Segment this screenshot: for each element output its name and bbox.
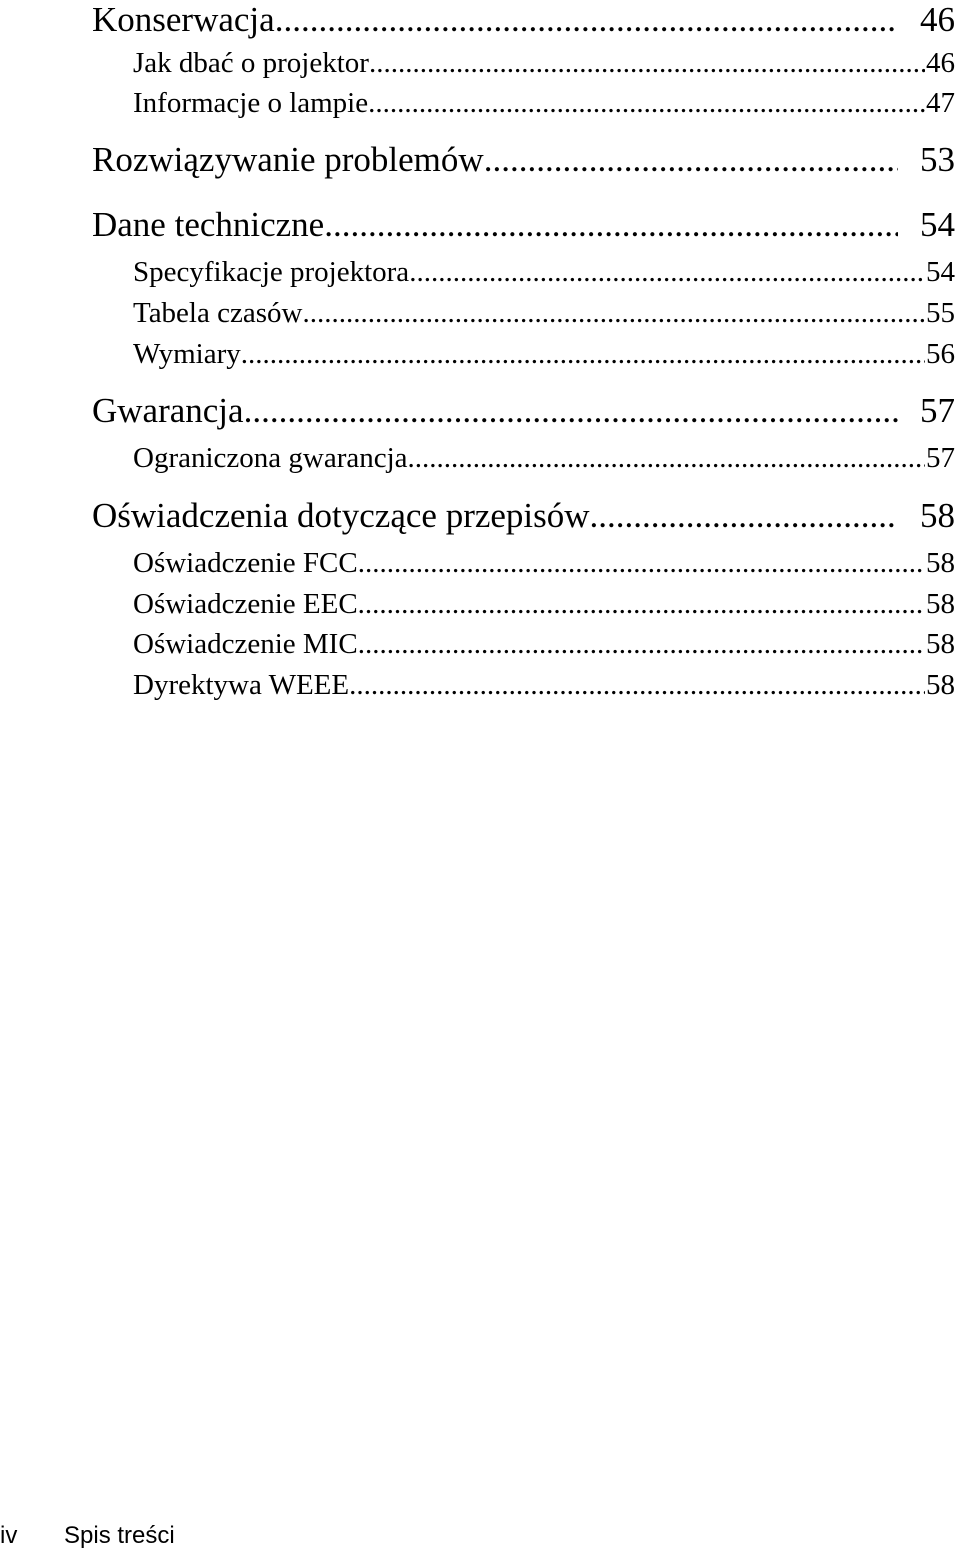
toc-entry-title: Oświadczenie MIC — [133, 628, 358, 660]
dot-leader — [358, 547, 925, 580]
dot-leader — [358, 588, 925, 621]
toc-entry-gwarancja[interactable] — [92, 391, 955, 435]
toc-entry-title: Oświadczenia dotyczące przepisów — [92, 496, 590, 535]
toc-entry-page: 55 — [926, 297, 955, 329]
toc-entry-page: 53 — [920, 140, 955, 179]
dot-leader — [302, 297, 925, 330]
toc-entry-title: Konserwacja — [92, 0, 275, 39]
toc-entry-dyrektywa-weee[interactable] — [133, 669, 955, 707]
toc-entry-title: Dyrektywa WEEE — [133, 669, 350, 701]
toc-entry-oswiadczenie-mic[interactable] — [133, 628, 955, 666]
toc-entry-title: Tabela czasów — [133, 297, 303, 329]
toc-entry-title: Specyfikacje projektora — [133, 256, 410, 288]
toc-entry-tabela-czasow[interactable] — [133, 297, 955, 335]
toc-entry-page: 58 — [926, 669, 955, 701]
toc-entry-page: 46 — [920, 0, 955, 39]
dot-leader — [349, 669, 925, 702]
dot-leader — [484, 140, 898, 180]
toc-entry-konserwacja[interactable] — [92, 0, 955, 44]
dot-leader — [369, 47, 925, 80]
toc-entry-page: 58 — [920, 496, 955, 535]
toc-entry-jak-dbac[interactable] — [133, 47, 955, 85]
footer-section-title: Spis treści — [64, 1522, 175, 1549]
toc-entry-oswiadczenie-eec[interactable] — [133, 588, 955, 626]
toc-entry-title: Jak dbać o projektor — [133, 47, 369, 79]
toc-entry-page: 54 — [920, 205, 955, 244]
dot-leader — [275, 0, 898, 40]
dot-leader — [358, 628, 925, 661]
toc-entry-wymiary[interactable] — [133, 338, 955, 376]
toc-entry-page: 58 — [926, 547, 955, 579]
toc-entry-title: Informacje o lampie — [133, 87, 369, 119]
toc-entry-page: 56 — [926, 338, 955, 370]
toc-entry-informacje-o-lampie[interactable] — [133, 87, 955, 125]
toc-entry-dane-techniczne[interactable] — [92, 205, 955, 249]
dot-leader — [408, 442, 925, 475]
toc-entry-title: Oświadczenie FCC — [133, 547, 358, 579]
toc-entry-page: 47 — [926, 87, 955, 119]
toc-entry-page: 54 — [926, 256, 955, 288]
dot-leader — [368, 87, 925, 120]
toc-entry-title: Dane techniczne — [92, 205, 325, 244]
dot-leader — [244, 391, 898, 431]
page-folio: iv — [0, 1522, 18, 1549]
toc-entry-specyfikacje-projektora[interactable] — [133, 256, 955, 294]
toc-entry-title: Gwarancja — [92, 391, 244, 430]
dot-leader — [241, 338, 925, 371]
toc-entry-page: 57 — [920, 391, 955, 430]
page-footer — [0, 1522, 175, 1550]
toc-entry-page: 46 — [926, 47, 955, 79]
toc-entry-title: Wymiary — [133, 338, 241, 370]
toc-entry-rozwiazywanie-problemow[interactable] — [92, 140, 955, 184]
dot-leader — [590, 496, 898, 536]
toc-entry-page: 58 — [926, 628, 955, 660]
dot-leader — [324, 205, 898, 245]
toc-entry-title: Ograniczona gwarancja — [133, 442, 408, 474]
toc-entry-oswiadczenia[interactable] — [92, 496, 955, 540]
toc-entry-title: Oświadczenie EEC — [133, 588, 358, 620]
toc-entry-page: 58 — [926, 588, 955, 620]
toc-entry-oswiadczenie-fcc[interactable] — [133, 547, 955, 585]
toc-entry-title: Rozwiązywanie problemów — [92, 140, 484, 179]
toc-entry-ograniczona-gwarancja[interactable] — [133, 442, 955, 480]
dot-leader — [409, 256, 925, 289]
toc-entry-page: 57 — [926, 442, 955, 474]
